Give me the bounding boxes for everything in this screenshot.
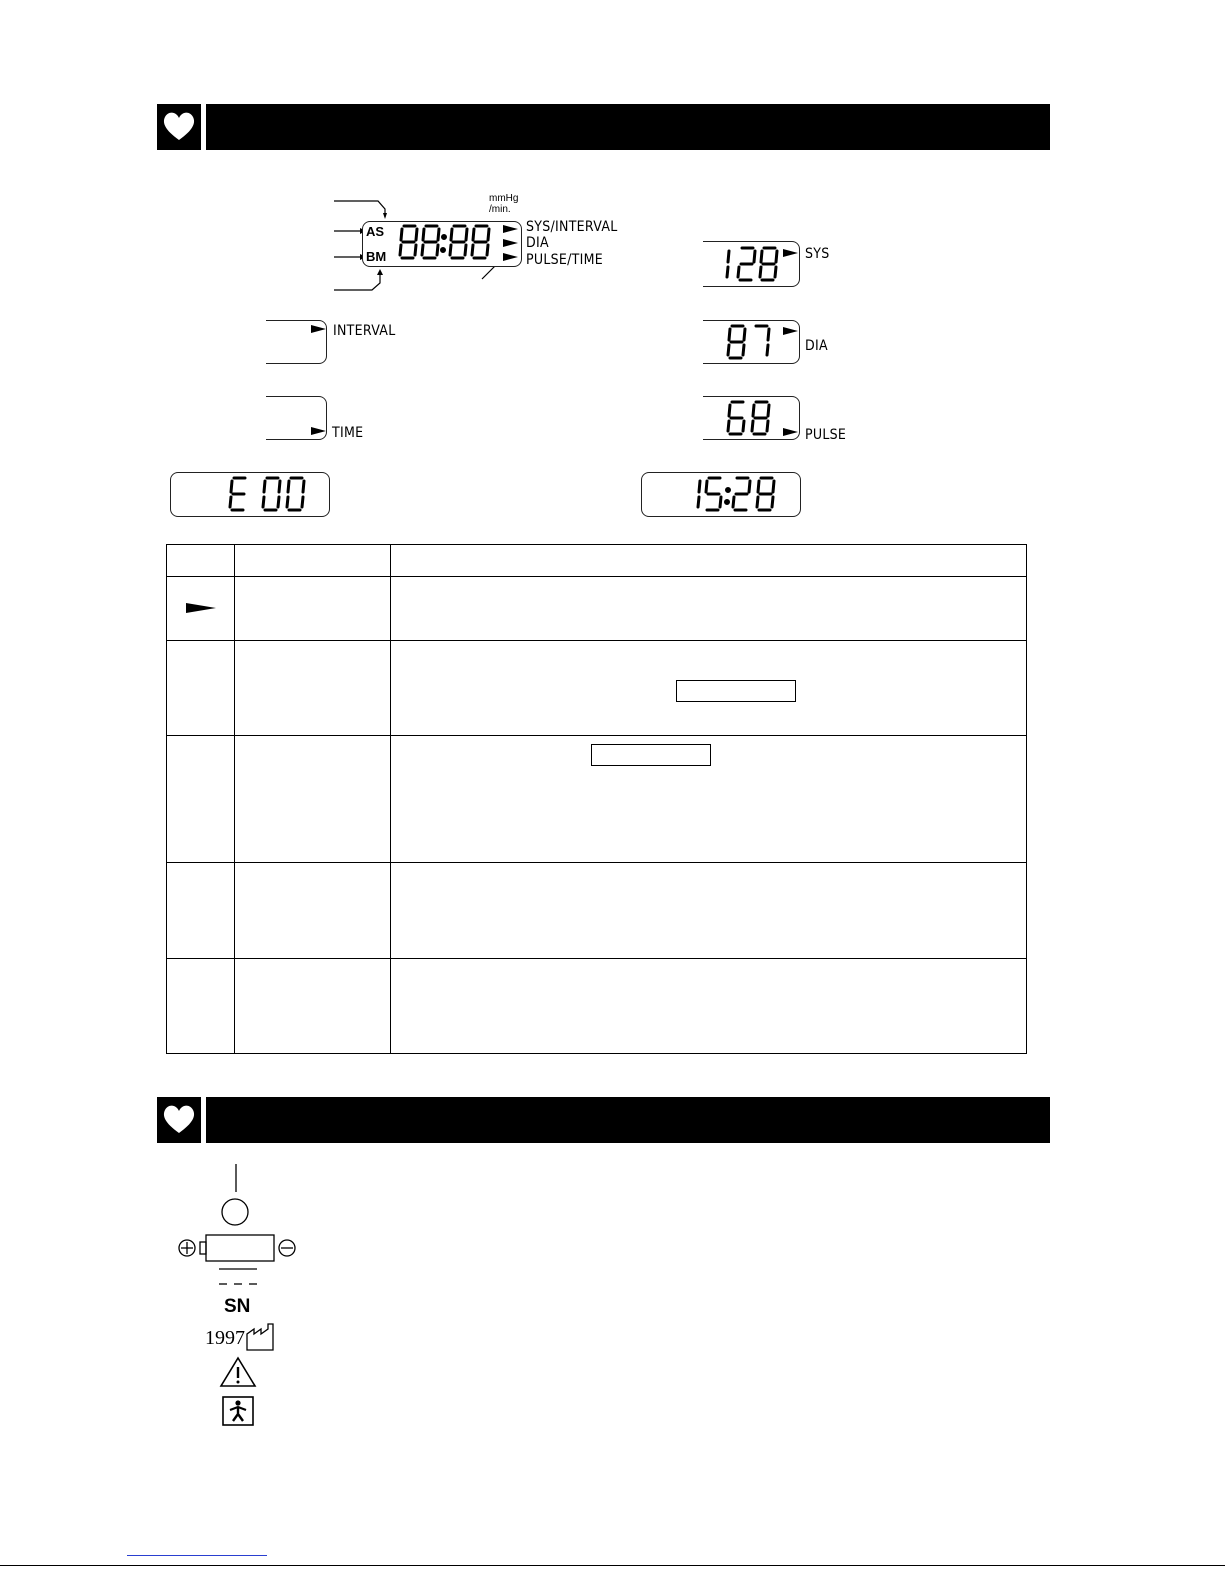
serial-number-label: SN (224, 1296, 251, 1317)
lcd-main-digits (397, 220, 497, 269)
table-cell-symbol (167, 736, 235, 863)
section-header-bar-1 (157, 104, 1050, 150)
indicator-arrow-time (311, 427, 326, 435)
table-cell-name (235, 641, 391, 736)
unit-per-min: /min. (489, 204, 511, 215)
indicator-arrow-interval (311, 325, 326, 333)
lcd-error-display (170, 472, 330, 517)
table-cell-description (391, 959, 1027, 1054)
table-row (167, 736, 1027, 863)
type-bf-body-icon (222, 1396, 254, 1426)
unit-mmhg: mmHg (489, 193, 519, 204)
table-row (167, 863, 1027, 959)
power-circle-icon (219, 1196, 251, 1228)
symbols-table (166, 544, 1027, 1054)
table-row (167, 959, 1027, 1054)
table-cell-description (391, 736, 1027, 863)
section-title-bar (206, 104, 1050, 150)
label-interval: INTERVAL (333, 323, 396, 339)
table-row (167, 577, 1027, 641)
lcd-clock-display (641, 472, 801, 517)
table-cell-description (391, 577, 1027, 641)
clock-digits-icon (642, 473, 800, 516)
seven-segment-digits-icon (397, 220, 497, 264)
lcd-label-bm: BM (366, 249, 387, 264)
table-cell-name (235, 863, 391, 959)
label-dia: DIA (526, 235, 549, 251)
lcd-sys-display (703, 241, 800, 287)
button-reference-box (676, 680, 796, 702)
heart-icon (157, 104, 201, 150)
label-pulse-time: PULSE/TIME (526, 252, 603, 268)
heart-icon (157, 1097, 201, 1143)
label-pulse: PULSE (805, 427, 847, 443)
indicator-arrow-dia-value (783, 327, 798, 335)
label-time: TIME (332, 425, 364, 441)
direct-current-icon (218, 1266, 260, 1288)
table-header-row (167, 545, 1027, 577)
lcd-label-as: AS (366, 224, 385, 239)
label-dia-value: DIA (805, 338, 828, 354)
indicator-arrow-sys (503, 225, 518, 233)
label-sys: SYS (805, 246, 830, 262)
error-code-digits-icon (171, 473, 329, 516)
indicator-arrow-pulse (503, 253, 518, 261)
table-cell-name (235, 959, 391, 1054)
table-cell-name (235, 577, 391, 641)
power-line-icon (230, 1164, 242, 1194)
header-cell-symbol (167, 545, 235, 577)
footer-link-underline[interactable] (127, 1555, 267, 1556)
manufacturer-factory-icon (245, 1322, 277, 1352)
battery-polarity-icon (177, 1232, 299, 1264)
section-header-bar-2 (157, 1097, 1050, 1143)
indicator-arrow-sys-value (783, 249, 798, 257)
indicator-arrow-pulse-value (783, 428, 798, 436)
footer-rule (0, 1565, 1225, 1566)
unit-labels (489, 193, 518, 215)
button-reference-box (591, 744, 711, 766)
table-cell-name (235, 736, 391, 863)
header-cell-name (235, 545, 391, 577)
header-cell-description (391, 545, 1027, 577)
table-cell-description (391, 863, 1027, 959)
warning-triangle-icon (219, 1356, 257, 1388)
table-row (167, 641, 1027, 736)
table-cell-symbol (167, 641, 235, 736)
label-sys-interval: SYS/INTERVAL (526, 219, 618, 235)
table-cell-symbol (167, 959, 235, 1054)
indicator-arrow-dia (503, 239, 518, 247)
section-title-bar (206, 1097, 1050, 1143)
table-cell-description (391, 641, 1027, 736)
table-cell-symbol (167, 863, 235, 959)
table-cell-symbol (167, 577, 235, 641)
manufacture-year: 1997 (205, 1327, 245, 1349)
right-triangle-icon (186, 603, 216, 613)
